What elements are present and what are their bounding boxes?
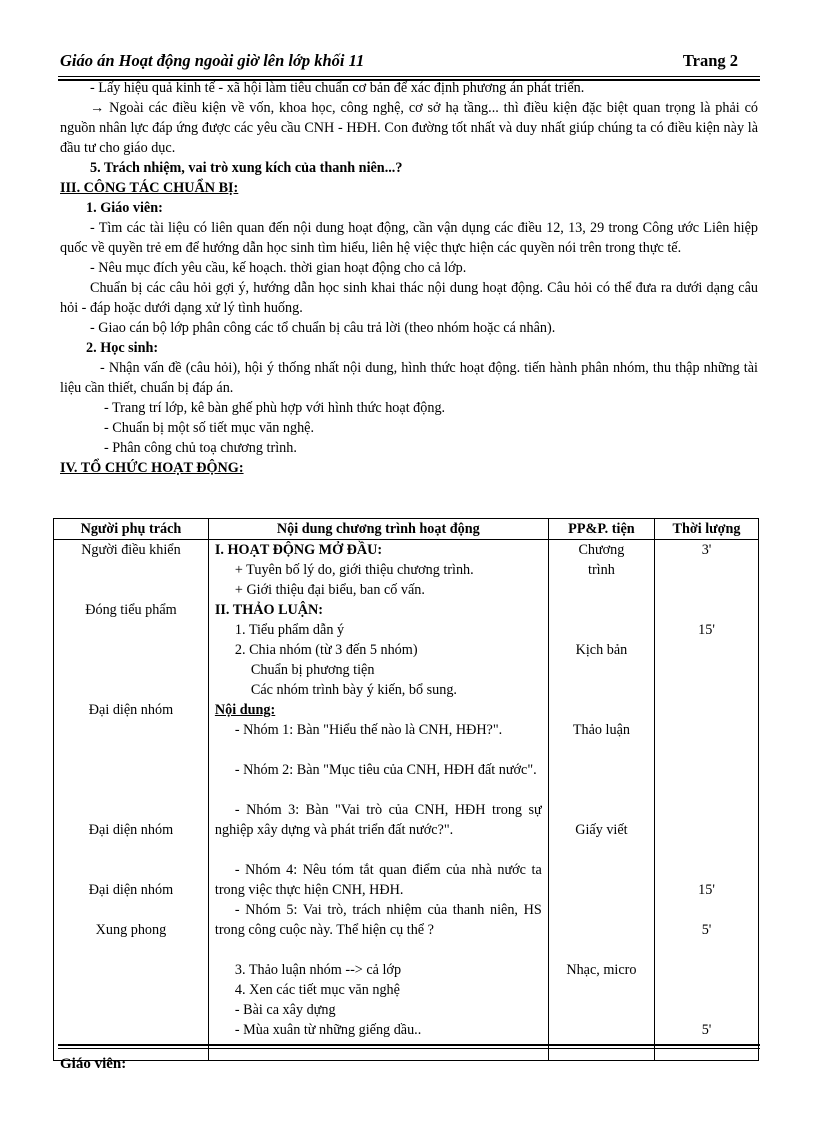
paragraph: - Chuẩn bị một số tiết mục văn nghệ. (104, 420, 315, 436)
paragraph: - Nhận vấn đề (câu hỏi), hội ý thống nhất nội dung, hình thức hoạt động. tiến hành phân nhóm, thu thập những tài liệu cần thiết, chuẩn bị đáp án. (60, 360, 758, 396)
table-cell: Xung phong (95, 922, 167, 938)
table-cell: Các nhóm trình bày ý kiến, bổ sung. (250, 682, 457, 698)
table-cell: - Nhóm 2: Bàn "Mục tiêu của CNH, HĐH đất nước". (234, 762, 537, 778)
table-cell: 2. Chia nhóm (từ 3 đến 5 nhóm) (234, 642, 418, 658)
paragraph: - Giao cán bộ lớp phân công các tổ chuẩn bị câu trả lời (theo nhóm hoặc cá nhân). (90, 320, 556, 336)
table-cell: 4. Xen các tiết mục văn nghệ (234, 982, 400, 998)
paragraph: → Ngoài các điều kiện về vốn, khoa học, công nghệ, cơ sở hạ tầng... thì điều kiện đặc biệt quan trọng là phải có nguồn nhân lực đáp ứng được các yêu cầu CNH - HĐH. Con đường tốt nhất và duy nhất giúp chúng ta có điều kiện này là đầu tư cho giáo dục. (60, 100, 758, 156)
table-cell: 15' (698, 882, 715, 898)
table-cell: Thảo luận (572, 722, 630, 738)
paragraph: - Nêu mục đích yêu cầu, kế hoạch. thời gian hoạt động cho cả lớp. (90, 260, 467, 276)
table-cell: 3. Thảo luận nhóm --> cả lớp (234, 962, 402, 978)
section-heading: IV. TỔ CHỨC HOẠT ĐỘNG: (60, 460, 244, 476)
table-cell: 1. Tiểu phẩm dẫn ý (234, 622, 345, 638)
table-cell: - Nhóm 5: Vai trò, trách nhiệm của thanh niên, HS trong công cuộc này. Thể hiện cụ thể ? (214, 902, 542, 938)
table-cell: 5' (701, 922, 712, 938)
activity-table (53, 518, 759, 1061)
paragraph: - Phân công chủ toạ chương trình. (104, 440, 297, 456)
page-header (60, 51, 760, 75)
header-title: Giáo án Hoạt động ngoài giờ lên lớp khối 11 (60, 51, 365, 70)
document-body (60, 78, 758, 478)
table-header-row (54, 519, 759, 540)
subheading: 5. Trách nhiệm, vai trò xung kích của thanh niên...? (90, 160, 403, 176)
table-cell: - Mùa xuân từ những giếng dầu.. (234, 1022, 422, 1038)
subheading: 1. Giáo viên: (86, 200, 163, 216)
table-cell: Giấy viết (575, 822, 628, 838)
table-cell: Đại diện nhóm (88, 702, 174, 718)
table-cell: 5' (701, 1022, 712, 1038)
paragraph: - Trang trí lớp, kê bàn ghế phù hợp với hình thức hoạt động. (104, 400, 446, 416)
content-column (208, 540, 548, 1061)
table-cell: Chuẩn bị phương tiện (250, 662, 375, 678)
table-cell: Người điều khiển (81, 542, 181, 558)
table-cell: II. THẢO LUẬN: (214, 602, 324, 618)
column-header: PP&P. tiện (548, 519, 654, 540)
table-cell: Kịch bản (575, 642, 628, 658)
table-cell: - Nhóm 4: Nêu tóm tắt quan điểm của nhà nước ta trong việc thực hiện CNH, HĐH. (214, 862, 542, 898)
table-cell: - Nhóm 3: Bàn "Vai trò của CNH, HĐH trong sự nghiệp xây dựng và phát triển đất nước?". (214, 802, 542, 838)
paragraph: - Tìm các tài liệu có liên quan đến nội dung hoạt động, cần vận dụng các điều 12, 13, 29 trong Công ước Liên hiệp quốc về quyền trẻ em để hướng dẫn học sinh tìm hiểu, liên hệ việc thực hiện các quyền nói trên trong thực tế. (60, 220, 758, 256)
column-header: Nội dung chương trình hoạt động (208, 519, 548, 540)
column-header: Thời lượng (655, 519, 759, 540)
table-cell: I. HOẠT ĐỘNG MỞ ĐẦU: (214, 542, 383, 558)
table-cell: 3' (701, 542, 712, 558)
paragraph: - Lấy hiệu quả kinh tế - xã hội làm tiêu chuẩn cơ bản để xác định phương án phát triển. (90, 80, 585, 96)
section-heading: III. CÔNG TÁC CHUẨN BỊ: (60, 180, 239, 196)
teacher-signature-label: Giáo viên: (60, 1056, 127, 1072)
paragraph: Chuẩn bị các câu hỏi gợi ý, hướng dẫn học sinh khai thác nội dung hoạt động. Câu hỏi có thể đưa ra dưới dạng câu hỏi - đáp hoặc dưới dạng xử lý tình huống. (60, 280, 758, 316)
table-row (54, 540, 759, 1061)
table-cell: Chương (578, 542, 625, 558)
table-cell: + Giới thiệu đại biểu, ban cố vấn. (234, 582, 425, 598)
table-cell: Đóng tiểu phẩm (85, 602, 177, 618)
responsible-column (54, 540, 209, 1061)
table-cell: - Bài ca xây dựng (234, 1002, 336, 1018)
table-cell: Đại diện nhóm (88, 822, 174, 838)
table-cell: 15' (698, 622, 715, 638)
method-column (548, 540, 654, 1061)
table-cell: + Tuyên bố lý do, giới thiệu chương trình. (234, 562, 474, 578)
table-cell: Đại diện nhóm (88, 882, 174, 898)
column-header: Người phụ trách (54, 519, 209, 540)
table-cell: - Nhóm 1: Bàn "Hiểu thế nào là CNH, HĐH?". (234, 722, 503, 738)
page-number: Trang 2 (682, 51, 738, 70)
footer-rule (58, 1044, 760, 1049)
table-cell: Nội dung: (214, 702, 276, 718)
table-cell: trình (588, 562, 615, 578)
duration-column (655, 540, 759, 1061)
table-cell: Nhạc, micro (566, 962, 637, 978)
subheading: 2. Học sinh: (86, 340, 159, 356)
